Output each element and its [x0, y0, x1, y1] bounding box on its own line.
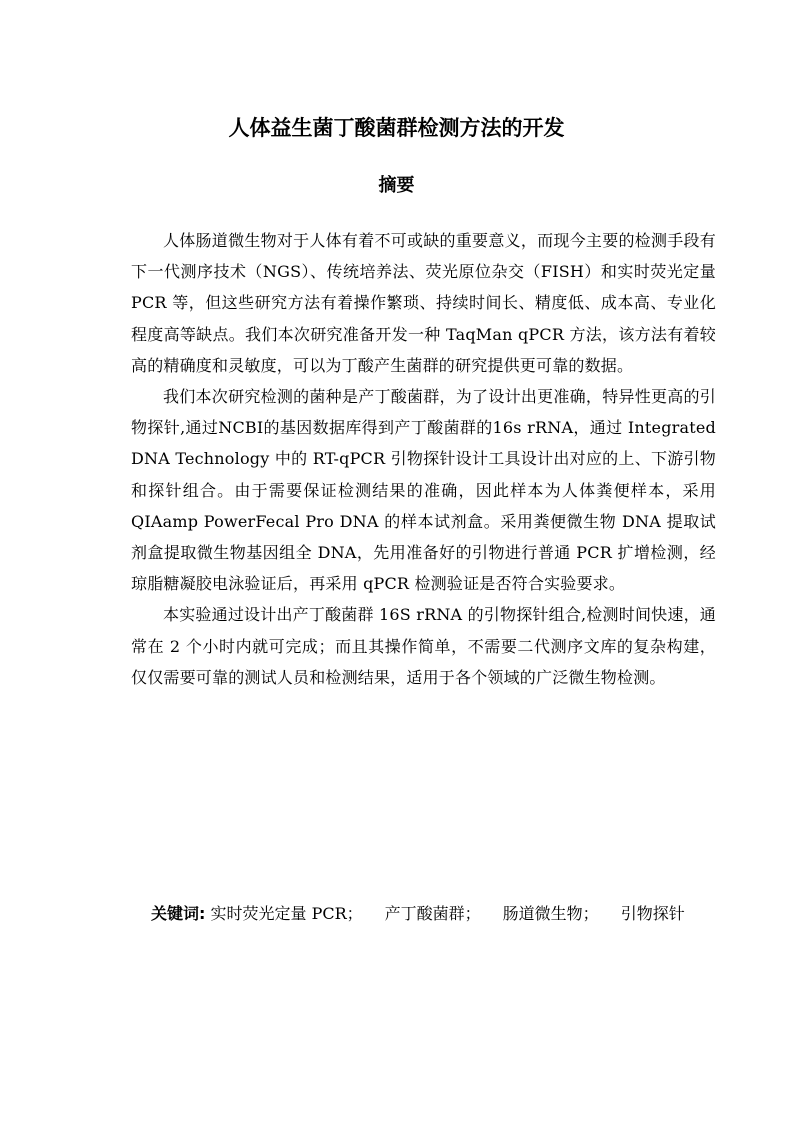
keyword-3: 肠道微生物； [502, 904, 599, 923]
keywords-label: 关键词: [151, 904, 206, 923]
keyword-2: 产丁酸菌群； [384, 904, 481, 923]
abstract-body [131, 225, 716, 693]
keywords-line [151, 898, 721, 929]
abstract-paragraph-3: 本实验通过设计出产丁酸菌群 16S rRNA 的引物探针组合,检测时间快速，通常在 2 个小时内就可完成；而且其操作简单，不需要二代测序文库的复杂构建，仅仅需要可靠的测试人员和检测结果，适用于各个领域的广泛微生物检测。 [131, 605, 716, 687]
keyword-4: 引物探针 [620, 904, 685, 923]
abstract-paragraph-1: 人体肠道微生物对于人体有着不可或缺的重要意义，而现今主要的检测手段有下一代测序技术（NGS）、传统培养法、荧光原位杂交（FISH）和实时荧光定量 PCR 等，但这些研究方法有着操作繁琐、持续时间长、精度低、成本高、专业化程度高等缺点。我们本次研究准备开发一种 TaqMan qPCR 方法，该方法有着较高的精确度和灵敏度，可以为丁酸产生菌群的研究提供更可靠的数据。 [131, 231, 716, 375]
keyword-1: 实时荧光定量 PCR； [210, 904, 363, 923]
document-title: 人体益生菌丁酸菌群检测方法的开发 [228, 116, 565, 140]
abstract-paragraph-2: 我们本次研究检测的菌种是产丁酸菌群，为了设计出更准确，特异性更高的引物探针,通过NCBI的基因数据库得到产丁酸菌群的16s rRNA，通过 Integrated DNA Technology 中的 RT-qPCR 引物探针设计工具设计出对应的上、下游引物和探针组合。由于需要保证检测结果的准确，因此样本为人体粪便样本，采用 QIAamp PowerFecal Pro DNA 的样本试剂盒。采用粪便微生物 DNA 提取试剂盒提取微生物基因组全 DNA，先用准备好的引物进行普通 PCR 扩增检测，经琼脂糖凝胶电泳验证后，再采用 qPCR 检测验证是否符合实验要求。 [131, 387, 716, 594]
abstract-heading: 摘要 [378, 175, 415, 196]
